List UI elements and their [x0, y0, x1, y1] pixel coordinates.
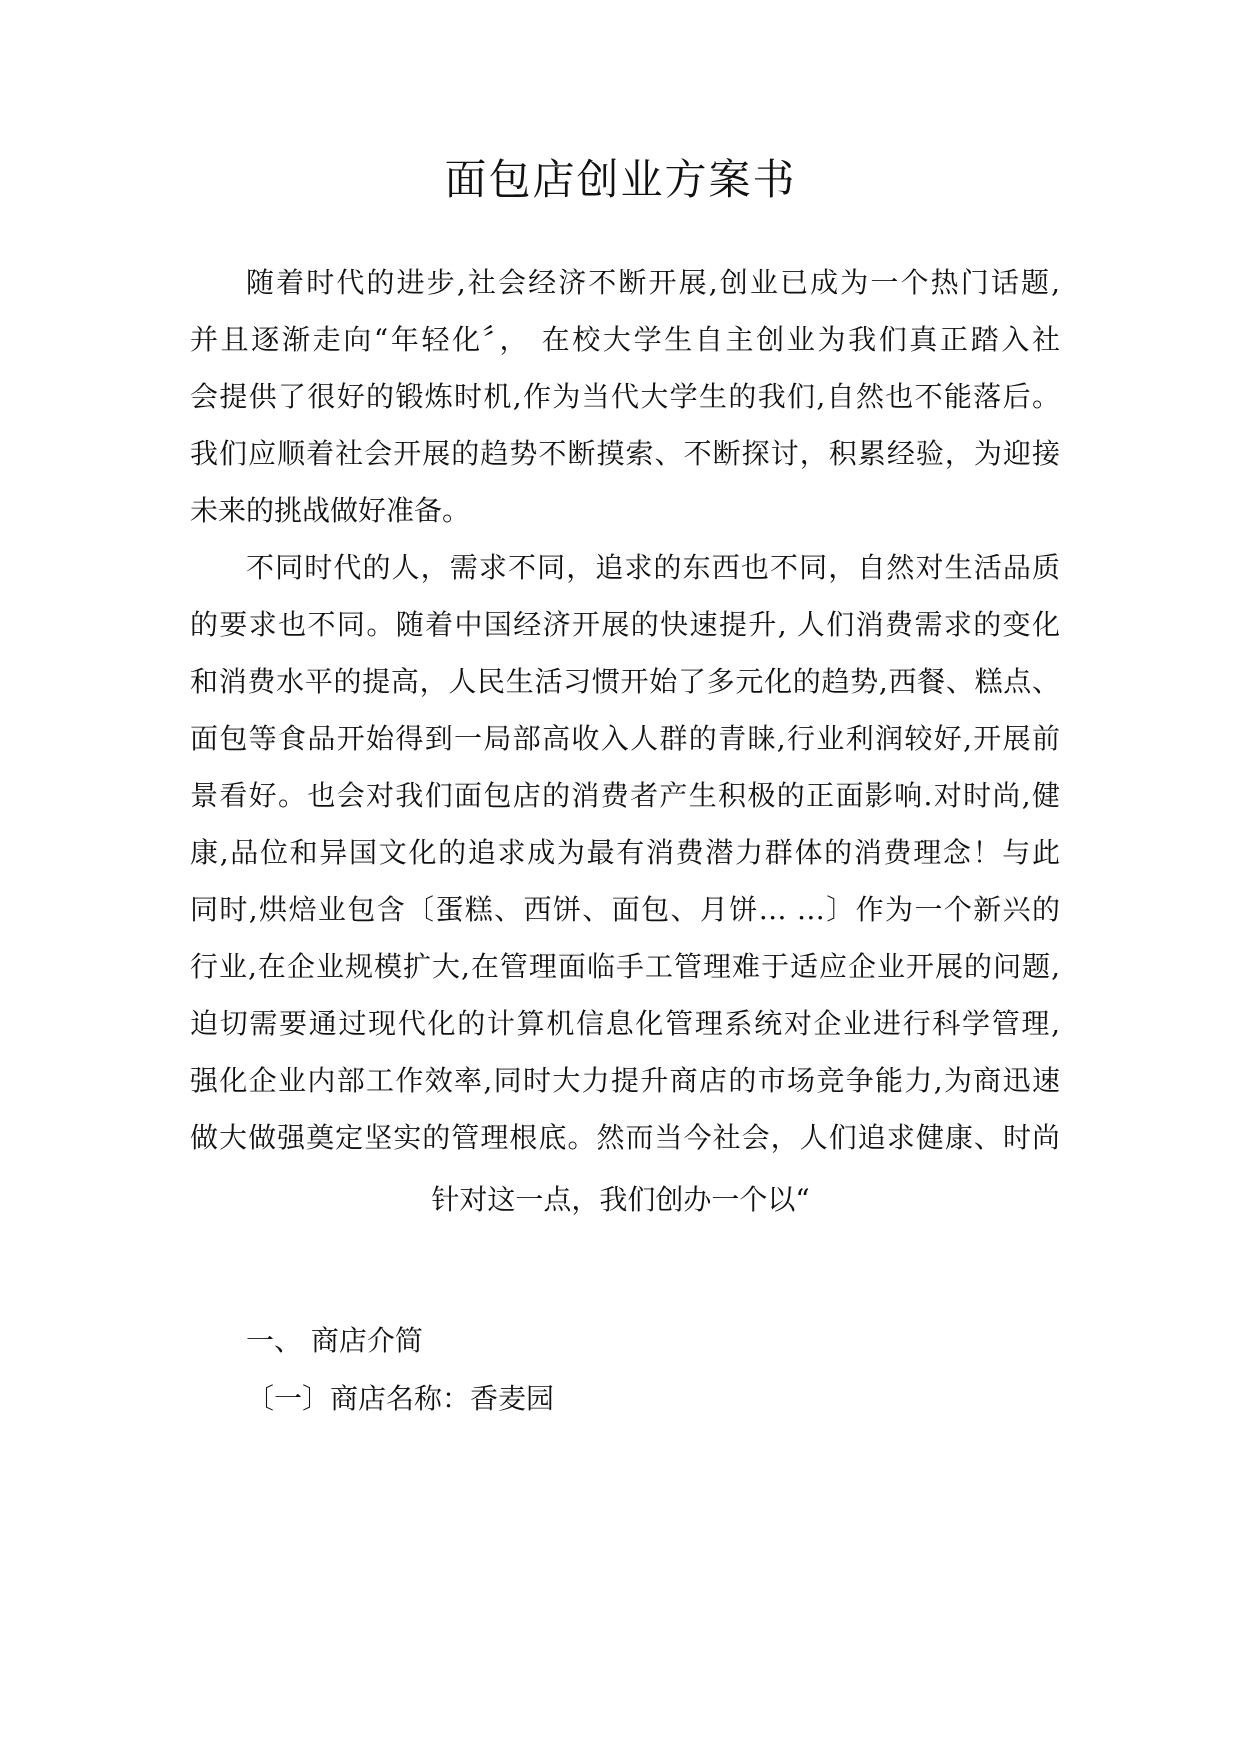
trailing-line: 针对这一点，我们创办一个以“: [431, 1183, 810, 1216]
paragraph-line: 面包等食品开始得到一局部高收入人群的青睐,行业利润较好,开展前: [190, 722, 1060, 755]
paragraph-line: 同时,烘焙业包含〔蛋糕、西饼、面包、月饼… …〕作为一个新兴的: [190, 893, 1060, 926]
paragraph-line: 迫切需要通过现代化的计算机信息化管理系统对企业进行科学管理,: [190, 1007, 1060, 1040]
paragraph-line: 做大做强奠定坚实的管理根底。然而当今社会，人们追求健康、时尚: [190, 1121, 1060, 1154]
paragraph-line: 行业,在企业规模扩大,在管理面临手工管理难于适应企业开展的问题,: [190, 950, 1060, 983]
document-title: 面包店创业方案书: [444, 155, 797, 204]
paragraph-line: 并且逐渐走向“年轻化〞， 在校大学生自主创业为我们真正踏入社: [190, 323, 1060, 356]
paragraph-line: 会提供了很好的锻炼时机,作为当代大学生的我们,自然也不能落后。: [190, 380, 1060, 413]
paragraph-line: 和消费水平的提高，人民生活习惯开始了多元化的趋势,西餐、糕点、: [190, 665, 1060, 698]
paragraph-line: 强化企业内部工作效率,同时大力提升商店的市场竞争能力,为商迅速: [190, 1064, 1060, 1097]
subsection-heading: 〔一〕商店名称：香麦园: [246, 1382, 555, 1415]
paragraph-line: 我们应顺着社会开展的趋势不断摸索、不断探讨，积累经验，为迎接: [190, 437, 1060, 470]
paragraph-line: 的要求也不同。随着中国经济开展的快速提升, 人们消费需求的变化: [190, 608, 1060, 641]
paragraph-line: 未来的挑战做好准备。: [190, 494, 471, 527]
paragraph-line: 随着时代的进步,社会经济不断开展,创业已成为一个热门话题,: [246, 266, 1060, 299]
section-heading: 一、 商店介简: [246, 1324, 423, 1357]
paragraph-line: 不同时代的人，需求不同，追求的东西也不同，自然对生活品质: [246, 551, 1060, 584]
paragraph-line: 康,品位和异国文化的追求成为最有消费潜力群体的消费理念！与此: [190, 836, 1060, 869]
paragraph-line: 景看好。也会对我们面包店的消费者产生积极的正面影响.对时尚,健: [190, 779, 1060, 812]
